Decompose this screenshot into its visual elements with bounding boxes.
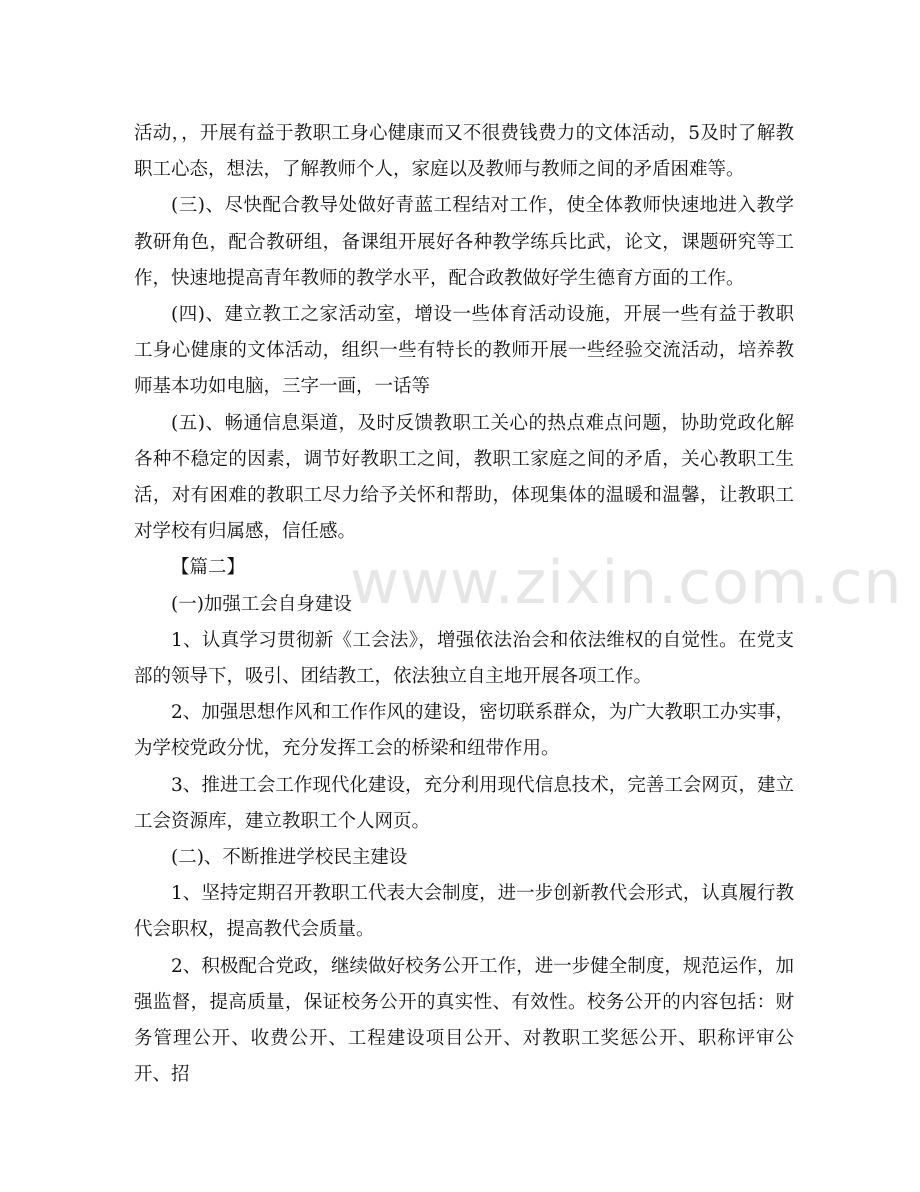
paragraph: 2、加强思想作风和工作作风的建设，密切联系群众，为广大教职工办实事，为学校党政分忧，充分发挥工会的桥梁和纽带作用。	[134, 702, 794, 760]
paragraph: 2、积极配合党政，继续做好校务公开工作，进一步健全制度，规范运作，加强监督，提高质量，保证校务公开的真实性、有效性。校务公开的内容包括：财务管理公开、收费公开、工程建设项目公开、对教职工奖惩公开、职称评审公开、招	[134, 955, 794, 1086]
paragraph: 1、坚持定期召开教职工代表大会制度，进一步创新教代会形式，认真履行教代会职权，提高教代会质量。	[134, 883, 794, 941]
subsection-heading: (二)、不断推进学校民主建设	[171, 847, 408, 869]
section-heading: 【篇二】	[171, 557, 246, 579]
paragraph: (四)、建立教工之家活动室，增设一些体育活动设施，开展一些有益于教职工身心健康的文体活动，组织一些有特长的教师开展一些经验交流活动，培养教师基本功如电脑，三字一画，一话等	[134, 304, 794, 398]
paragraph: (三)、尽快配合教导处做好青蓝工程结对工作，使全体教师快速地进入教学教研角色，配合教研组，备课组开展好各种教学练兵比武，论文，课题研究等工作，快速地提高青年教师的教学水平，配合政教做好学生德育方面的工作。	[134, 195, 794, 289]
paragraph: 活动，，开展有益于教职工身心健康而又不很费钱费力的文体活动，5及时了解教职工心态，想法，了解教师个人，家庭以及教师与教师之间的矛盾困难等。	[134, 123, 794, 181]
subsection-heading: (一)加强工会自身建设	[171, 593, 352, 615]
paragraph: 1、认真学习贯彻新《工会法》，增强依法治会和依法维权的自觉性。在党支部的领导下，吸引、团结教工，依法独立自主地开展各项工作。	[134, 629, 794, 688]
paragraph: 3、推进工会工作现代化建设，充分利用现代信息技术，完善工会网页，建立工会资源库，建立教职工个人网页。	[134, 774, 794, 832]
document-body	[134, 116, 794, 1093]
paragraph: (五)、畅通信息渠道，及时反馈教职工关心的热点难点问题，协助党政化解各种不稳定的因素，调节好教职工之间，教职工家庭之间的矛盾，关心教职工生活，对有困难的教职工尽力给予关怀和帮助，体现集体的温暖和温馨，让教职工对学校有归属感，信任感。	[134, 412, 794, 543]
watermark: www.zixin.com.cn	[350, 548, 903, 618]
